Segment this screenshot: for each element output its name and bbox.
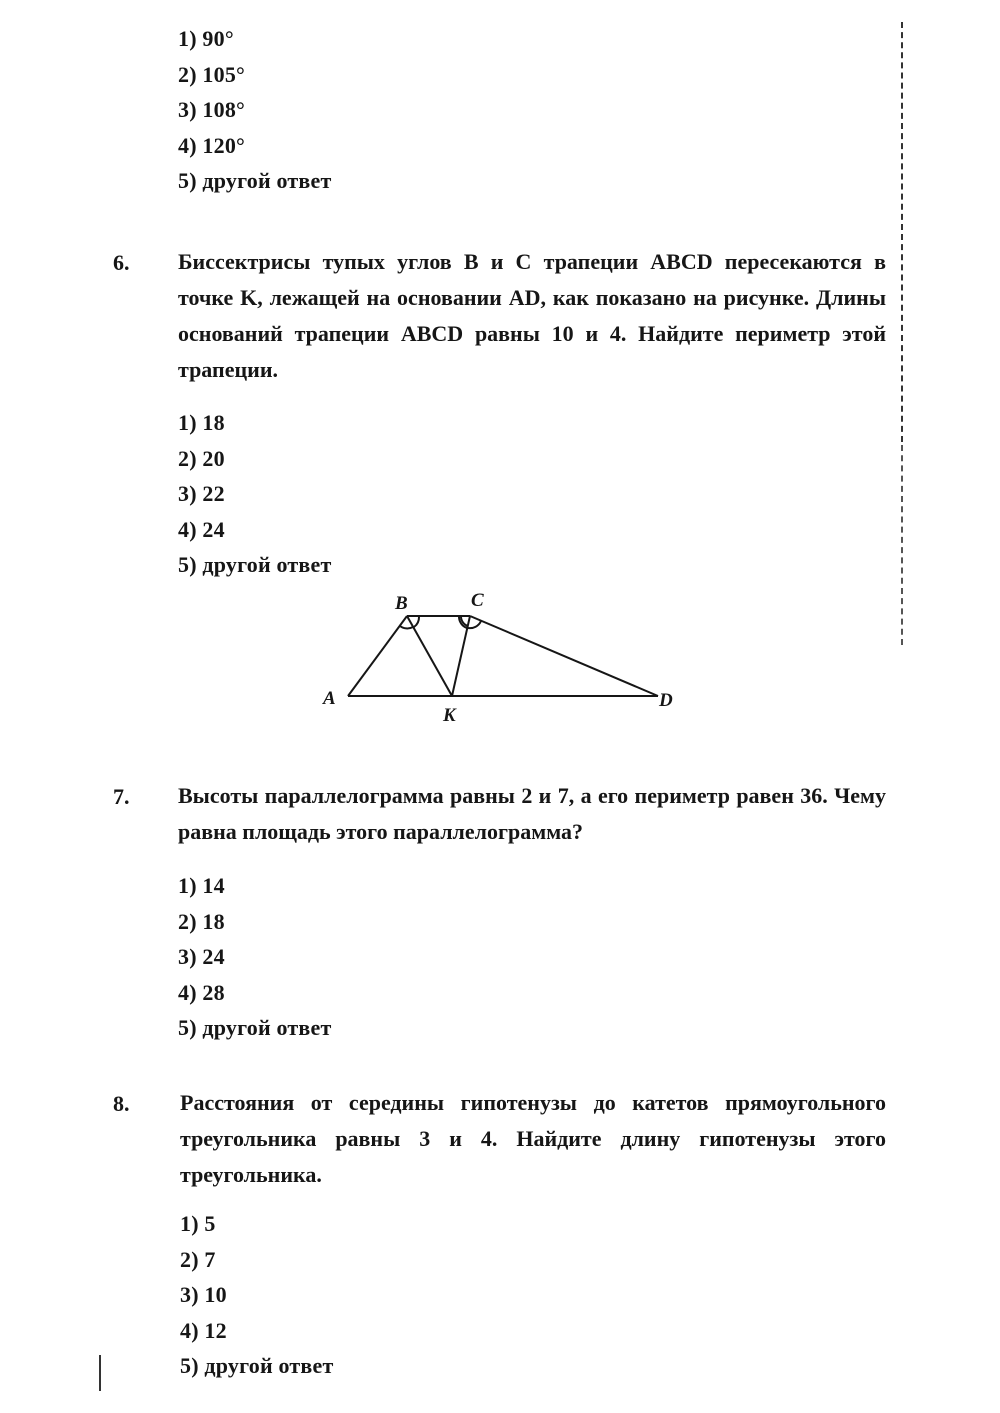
answer-option: 2) 7 xyxy=(180,1246,216,1272)
answer-option: 4) 12 xyxy=(180,1317,227,1343)
question-options xyxy=(178,405,332,583)
bisector-ck xyxy=(452,616,470,696)
answer-option: 2) 105° xyxy=(178,61,246,87)
answer-option: 1) 90° xyxy=(178,26,234,51)
question-number: 6. xyxy=(113,250,130,275)
answer-option: 4) 120° xyxy=(178,132,246,158)
answer-option: 1) 14 xyxy=(178,873,225,898)
vertex-label-a: A xyxy=(323,688,336,709)
answer-option: 5) другой ответ xyxy=(178,1015,332,1040)
vertex-label-c: C xyxy=(471,590,484,611)
answer-option: 5) другой ответ xyxy=(180,1353,334,1378)
prev-question-options xyxy=(178,21,332,199)
answer-option: 4) 28 xyxy=(178,979,225,1005)
answer-option: 3) 108° xyxy=(178,97,246,122)
answer-option: 4) 24 xyxy=(178,516,225,542)
vertex-label-k: K xyxy=(443,705,456,726)
answer-option: 3) 10 xyxy=(180,1282,227,1307)
vertex-label-d: D xyxy=(659,690,673,711)
question-number: 8. xyxy=(113,1091,130,1116)
angle-mark-c2 xyxy=(468,621,481,628)
side-cd xyxy=(470,616,658,696)
page-border-right xyxy=(901,22,903,442)
answer-option: 5) другой ответ xyxy=(178,552,332,577)
bisector-bk xyxy=(407,616,452,696)
answer-option: 2) 20 xyxy=(178,445,225,471)
angle-mark-b2 xyxy=(414,617,419,627)
answer-option: 3) 22 xyxy=(178,481,225,506)
question-options xyxy=(178,868,332,1046)
vertex-label-b: B xyxy=(395,593,408,614)
question-text: Высоты параллелограмма равны 2 и 7, а его периметр равен 36. Чему равна площадь этого параллелограмма? xyxy=(178,783,886,844)
question-text: Биссектрисы тупых углов B и C трапеции ABCD пересекаются в точке K, лежащей на основании AD, как показано на рисунке. Длины оснований трапеции ABCD равны 10 и 4. Найдите периметр этой трапеции. xyxy=(178,249,886,382)
trapezoid-figure xyxy=(310,585,690,730)
answer-option: 2) 18 xyxy=(178,908,225,934)
page-border-left xyxy=(99,1355,101,1391)
angle-mark-b1 xyxy=(400,626,413,628)
page-border-right-lower xyxy=(901,445,903,645)
answer-option: 3) 24 xyxy=(178,944,225,969)
answer-option: 1) 5 xyxy=(180,1211,216,1236)
question-options xyxy=(180,1206,334,1384)
question-text: Расстояния от середины гипотенузы до катетов прямоугольного треугольника равны 3 и 4. Найдите длину гипотенузы этого треугольника. xyxy=(180,1090,886,1187)
question-number: 7. xyxy=(113,784,130,809)
answer-option: 5) другой ответ xyxy=(178,168,332,193)
answer-option: 1) 18 xyxy=(178,410,225,435)
side-ab xyxy=(348,616,407,696)
